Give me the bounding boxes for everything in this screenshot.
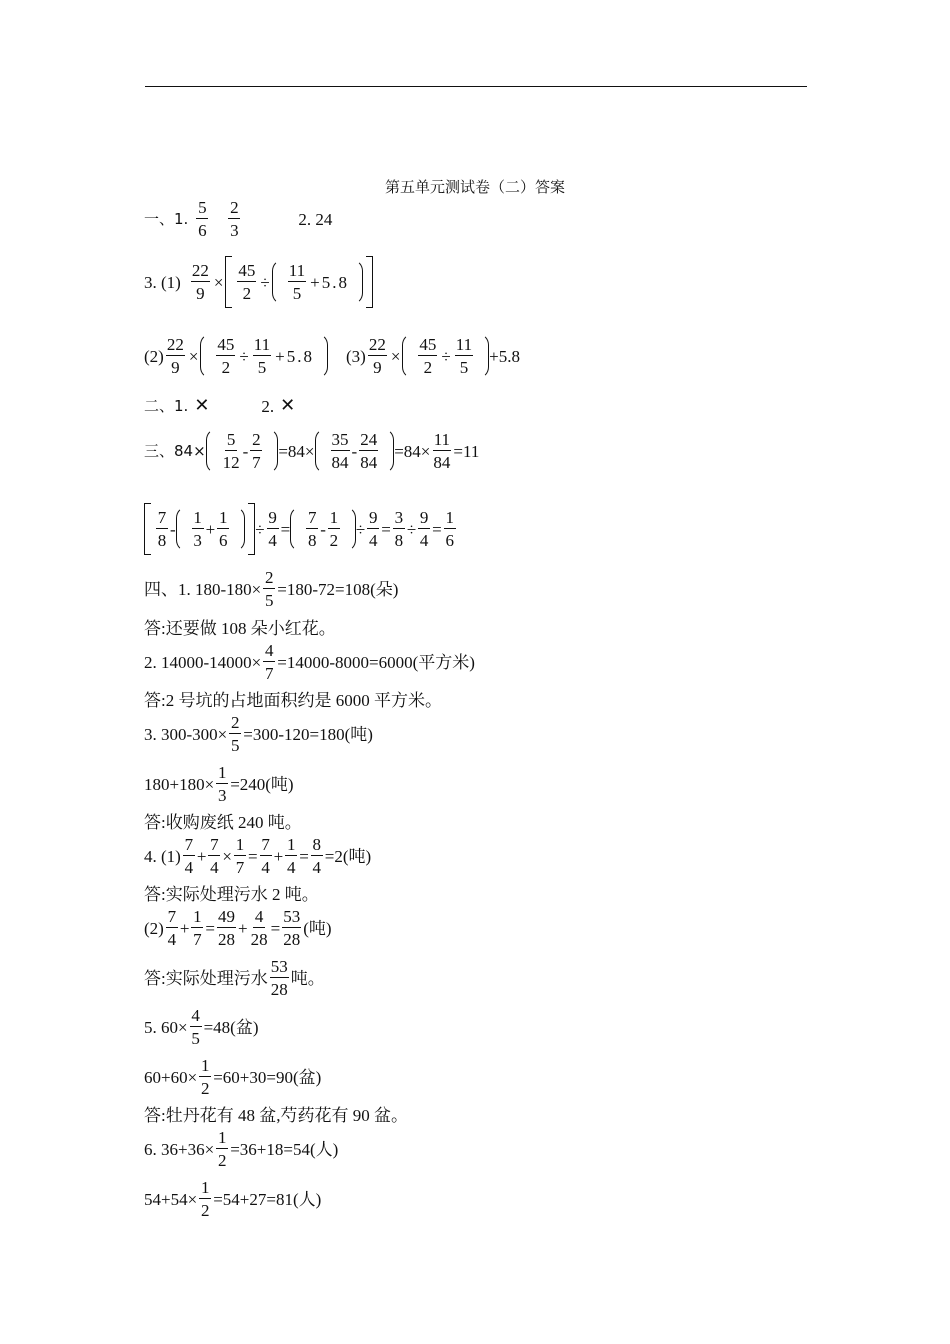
fraction: $\frac{53}{28}$ <box>270 957 288 999</box>
cross-mark-icon: ✕ <box>280 395 296 416</box>
fraction: $\frac{22}{9}$ <box>166 335 184 377</box>
section-3-line-2: (2) $\frac{22}{9}$ × $\frac{45}{2}$ ÷ $\frac{11}{5}$ + 5.8 (3) $\frac{22}{9}$ × $\frac{45}{2}$ ÷ $\frac{11}{5}$ +5.8 <box>144 335 520 377</box>
fraction: $\frac{4}{5}$ <box>191 1006 200 1048</box>
fraction: $\frac{9}{4}$ <box>419 508 429 550</box>
fraction: $\frac{1}{6}$ <box>445 508 454 550</box>
section-2-line: 二、1. ✕ 2. ✕ <box>144 395 296 416</box>
fraction: $\frac{5}{6}$ <box>198 198 207 240</box>
paren-left <box>290 506 302 552</box>
fraction: $\frac{1}{7}$ <box>235 835 245 877</box>
fraction: $\frac{5}{12}$ <box>222 430 240 472</box>
paren-right <box>382 428 394 474</box>
fraction: $\frac{1}{3}$ <box>217 763 227 805</box>
problem-1-answer: 答:还要做 108 朵小红花。 <box>144 619 336 638</box>
paren-right <box>351 259 363 305</box>
problem-4-answer-2: 答:实际处理污水 $\frac{53}{28}$ 吨。 <box>144 957 325 999</box>
problem-4-calc-1: 4. (1) $\frac{7}{4}$ + $\frac{7}{4}$ × $\frac{1}{7}$ = $\frac{7}{4}$ + $\frac{1}{4}$ = $\frac{8}{4}$ =2(吨) <box>144 835 372 877</box>
fraction: $\frac{11}{5}$ <box>288 261 306 303</box>
problem-3-calc-2: 180+180× $\frac{1}{3}$ =240(吨) <box>144 763 294 805</box>
fraction: $\frac{1}{2}$ <box>329 508 339 550</box>
fraction: $\frac{11}{84}$ <box>433 430 451 472</box>
paren-right <box>266 428 278 474</box>
fraction: $\frac{1}{2}$ <box>217 1128 227 1170</box>
fraction: $\frac{7}{4}$ <box>210 835 219 877</box>
paren-left <box>272 259 284 305</box>
problem-2-calc: 2. 14000-14000× $\frac{4}{7}$ =14000-8000=6000(平方米) <box>144 641 475 683</box>
fraction: $\frac{7}{4}$ <box>167 907 177 949</box>
section-3-line-1: 3. (1) $\frac{22}{9}$ × $\frac{45}{2}$ ÷ $\frac{11}{5}$ + 5.8 <box>144 256 373 308</box>
section-1-label: 一、1. <box>144 209 189 228</box>
fraction: $\frac{1}{4}$ <box>286 835 296 877</box>
fraction: $\frac{4}{28}$ <box>250 907 268 949</box>
section-3-calc-line: 三、84× $\frac{5}{12}$ - $\frac{2}{7}$ =84× $\frac{35}{84}$ - $\frac{24}{84}$ =84× $\frac{11}{84}$ =11 <box>144 430 480 472</box>
paren-left <box>315 428 327 474</box>
fraction: $\frac{2}{5}$ <box>265 568 274 610</box>
paren-right <box>316 333 328 379</box>
fraction: $\frac{9}{4}$ <box>368 508 378 550</box>
paren-left <box>200 333 212 379</box>
bracket-right <box>248 503 255 555</box>
problem-3-answer: 答:收购废纸 240 吨。 <box>144 813 302 832</box>
paren-left <box>402 333 414 379</box>
problem-4-answer-1: 答:实际处理污水 2 吨。 <box>144 885 319 904</box>
fraction: $\frac{9}{4}$ <box>268 508 277 550</box>
fraction: $\frac{1}{7}$ <box>193 907 202 949</box>
paren-right <box>477 333 489 379</box>
problem-1-calc: 四、1. 180-180× $\frac{2}{5}$ =180-72=108(朵) <box>144 568 399 610</box>
paren-right <box>344 506 356 552</box>
fraction: $\frac{35}{84}$ <box>331 430 349 472</box>
fraction: $\frac{2}{3}$ <box>230 198 239 240</box>
paren-left <box>176 506 188 552</box>
bracket-right <box>366 256 373 308</box>
fraction: $\frac{45}{2}$ <box>217 335 235 377</box>
fraction: $\frac{22}{9}$ <box>191 261 209 303</box>
fraction: $\frac{2}{5}$ <box>231 713 240 755</box>
problem-5-answer: 答:牡丹花有 48 盆,芍药花有 90 盆。 <box>144 1106 408 1125</box>
page-title: 第五单元测试卷（二）答案 <box>384 178 565 196</box>
fraction: $\frac{7}{8}$ <box>307 508 317 550</box>
fraction: $\frac{1}{2}$ <box>200 1178 210 1220</box>
problem-5-calc-1: 5. 60× $\frac{4}{5}$ =48(盆) <box>144 1006 259 1048</box>
header-rule <box>145 86 807 87</box>
paren-right <box>233 506 245 552</box>
fraction: $\frac{49}{28}$ <box>218 907 236 949</box>
bracket-expression-line: $\frac{7}{8}$ - $\frac{1}{3}$ + $\frac{1}{6}$ ÷ $\frac{9}{4}$ = $\frac{7}{8}$ - $\frac{1}{2}$ ÷ $\frac{9}{4}$ = $\frac{3}{8}$ ÷ $\frac{9}{4}$ = $\frac{1}{6}$ <box>144 503 458 555</box>
problem-4-calc-2: (2) $\frac{7}{4}$ + $\frac{1}{7}$ = $\frac{49}{28}$ + $\frac{4}{28}$ = $\frac{53}{28}$ (吨) <box>144 907 332 949</box>
fraction: $\frac{3}{8}$ <box>394 508 404 550</box>
section-1-line <box>144 199 332 239</box>
fraction: $\frac{1}{6}$ <box>219 508 228 550</box>
paren-left <box>206 428 218 474</box>
q3-label: 3. (1) <box>144 272 181 292</box>
fraction: $\frac{53}{28}$ <box>283 907 301 949</box>
fraction: $\frac{45}{2}$ <box>238 261 256 303</box>
bracket-left <box>144 503 151 555</box>
fraction: $\frac{8}{4}$ <box>312 835 322 877</box>
problem-6-calc-2: 54+54× $\frac{1}{2}$ =54+27=81(人) <box>144 1178 322 1220</box>
problem-3-calc-1: 3. 300-300× $\frac{2}{5}$ =300-120=180(吨) <box>144 713 373 755</box>
fraction: $\frac{22}{9}$ <box>368 335 386 377</box>
cross-mark-icon: ✕ <box>194 395 210 416</box>
fraction: $\frac{7}{8}$ <box>157 508 167 550</box>
fraction: $\frac{1}{2}$ <box>200 1056 210 1098</box>
fraction: $\frac{7}{4}$ <box>261 835 270 877</box>
bracket-left <box>225 256 232 308</box>
fraction: $\frac{4}{7}$ <box>265 641 274 683</box>
problem-6-calc-1: 6. 36+36× $\frac{1}{2}$ =36+18=54(人) <box>144 1128 339 1170</box>
fraction: $\frac{2}{7}$ <box>252 430 261 472</box>
fraction: $\frac{45}{2}$ <box>419 335 437 377</box>
fraction: $\frac{11}{5}$ <box>253 335 271 377</box>
fraction: $\frac{7}{4}$ <box>184 835 194 877</box>
fraction: $\frac{1}{3}$ <box>193 508 202 550</box>
question-2-answer: 2. 24 <box>298 209 333 229</box>
fraction: $\frac{24}{84}$ <box>360 430 378 472</box>
problem-5-calc-2: 60+60× $\frac{1}{2}$ =60+30=90(盆) <box>144 1056 322 1098</box>
problem-2-answer: 答:2 号坑的占地面积约是 6000 平方米。 <box>144 691 442 710</box>
fraction: $\frac{11}{5}$ <box>455 335 473 377</box>
